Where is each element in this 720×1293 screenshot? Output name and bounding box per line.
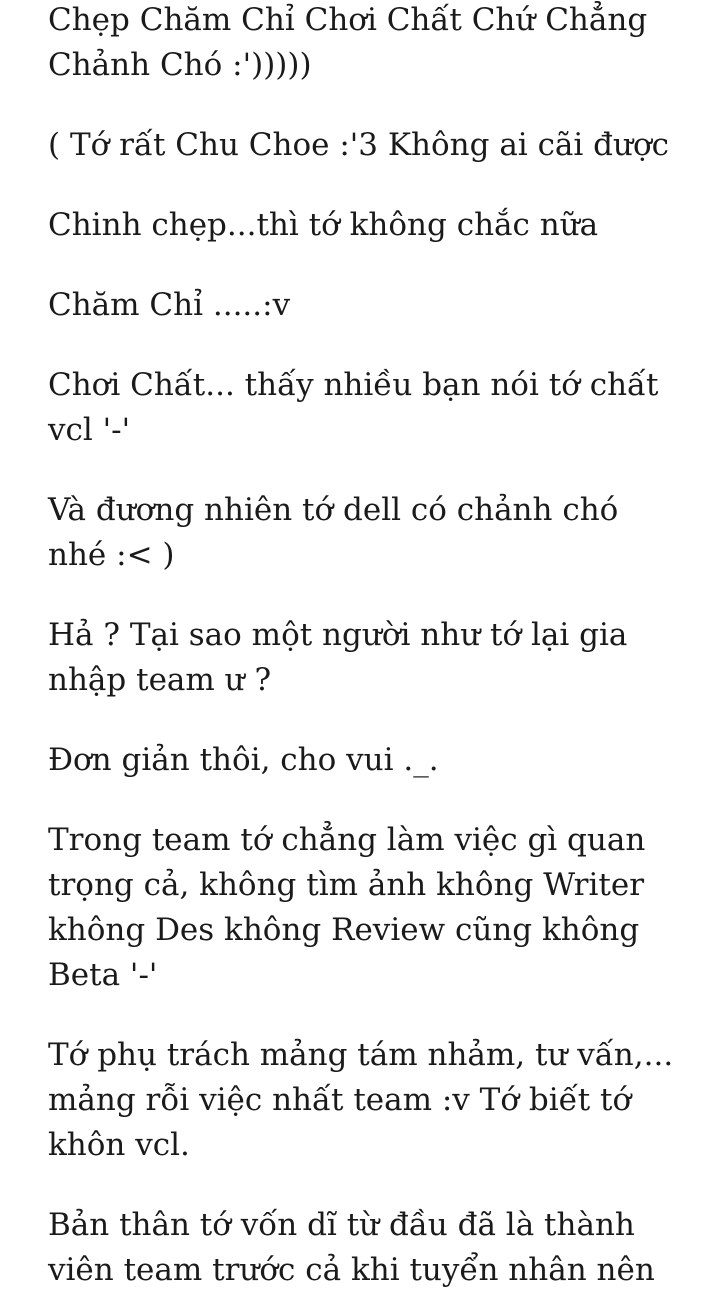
text-line: Chơi Chất... thấy nhiều bạn nói tớ chất bbox=[48, 367, 659, 403]
paragraph bbox=[48, 1033, 698, 1168]
text-line: Beta '-' bbox=[48, 957, 158, 993]
text-line: Trong team tớ chẳng làm việc gì quan bbox=[48, 822, 646, 858]
text-line: Tớ phụ trách mảng tám nhảm, tư vấn,... bbox=[48, 1037, 674, 1073]
text-line: Chẹp Chăm Chỉ Chơi Chất Chứ Chẳng bbox=[48, 2, 648, 38]
text-line: vcl '-' bbox=[48, 412, 131, 448]
text-line: nhé :< ) bbox=[48, 537, 175, 573]
text-line: Bản thân tớ vốn dĩ từ đầu đã là thành bbox=[48, 1207, 635, 1243]
text-line: nhập team ư ? bbox=[48, 662, 272, 698]
text-line: Và đương nhiên tớ dell có chảnh chó bbox=[48, 492, 619, 528]
paragraph bbox=[48, 613, 698, 703]
text-line: không Des không Review cũng không bbox=[48, 912, 640, 948]
paragraph bbox=[48, 283, 698, 328]
text-line: Chăm Chỉ .....:v bbox=[48, 287, 291, 323]
paragraph bbox=[48, 203, 698, 248]
text-line: Đơn giản thôi, cho vui ._. bbox=[48, 742, 439, 778]
text-line: Chinh chẹp...thì tớ không chắc nữa bbox=[48, 207, 599, 243]
text-line: Hả ? Tại sao một người như tớ lại gia bbox=[48, 617, 628, 653]
text-line: mảng rỗi việc nhất team :v Tớ biết tớ bbox=[48, 1082, 632, 1118]
paragraph bbox=[48, 738, 698, 783]
text-line: trọng cả, không tìm ảnh không Writer bbox=[48, 867, 645, 903]
text-line: Chảnh Chó :'))))) bbox=[48, 47, 312, 83]
paragraph bbox=[48, 123, 698, 168]
text-line: viên team trước cả khi tuyển nhân nên bbox=[48, 1252, 655, 1288]
paragraph bbox=[48, 818, 698, 998]
paragraph bbox=[48, 488, 698, 578]
text-line: khôn vcl. bbox=[48, 1127, 190, 1163]
text-line: ( Tớ rất Chu Choe :'3 Không ai cãi được bbox=[48, 127, 670, 163]
paragraph bbox=[48, 0, 698, 88]
reader-page[interactable] bbox=[48, 0, 698, 1293]
paragraph bbox=[48, 363, 698, 453]
